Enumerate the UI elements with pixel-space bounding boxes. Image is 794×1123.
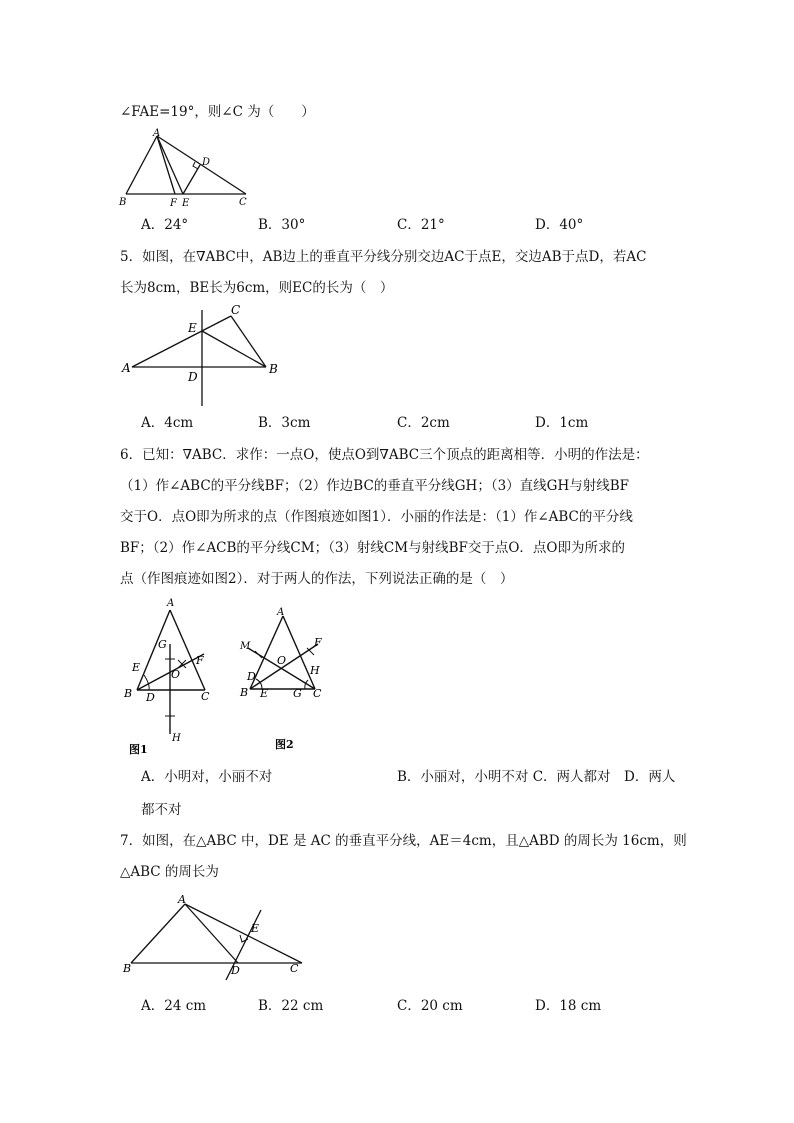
q7-stem-line2: △ABC 的周长为 bbox=[120, 864, 219, 880]
q5-option-b[interactable]: B．3cm bbox=[258, 415, 311, 431]
q4-label-C: C bbox=[239, 197, 247, 208]
q5-option-c[interactable]: C．2cm bbox=[397, 415, 450, 431]
fig2-label-C: C bbox=[313, 687, 322, 700]
fig1-arc-mark bbox=[144, 675, 149, 690]
q6-option-d-cont[interactable]: 都不对 bbox=[141, 802, 182, 818]
q7-side-AB bbox=[131, 904, 185, 963]
fig2-label-G: G bbox=[293, 687, 302, 700]
q7-label-D: D bbox=[231, 964, 240, 977]
q4-label-B: B bbox=[119, 197, 127, 208]
q6-stem-line2: （1）作∠ABC的平分线BF；（2）作边BC的垂直平分线GH；（3）直线GH与射线BF bbox=[120, 478, 630, 494]
q4-label-E: E bbox=[182, 198, 190, 209]
fig2-label-A: A bbox=[277, 607, 285, 618]
fig2-label-O: O bbox=[277, 654, 287, 667]
fig1-label-H: H bbox=[172, 733, 181, 744]
q5-option-a[interactable]: A．4cm bbox=[141, 415, 194, 431]
q6-figure-2 bbox=[236, 596, 336, 756]
q5-stem-line2: 长为8cm，BE长为6cm，则EC的长为（ ） bbox=[120, 280, 394, 296]
fig1-label-C: C bbox=[201, 690, 210, 703]
q7-figure bbox=[118, 892, 318, 987]
fig1-label-E: E bbox=[132, 661, 141, 674]
q4-segment-AF bbox=[157, 136, 175, 194]
fig1-label-A: A bbox=[167, 598, 175, 609]
q5-side-AC bbox=[132, 316, 231, 367]
fig2-label-D: D bbox=[247, 670, 256, 683]
fig1-label-F: F bbox=[196, 654, 204, 667]
q4-label-D: D bbox=[202, 157, 211, 168]
fig2-label-F: F bbox=[314, 636, 322, 649]
q7-label-B: B bbox=[123, 962, 132, 975]
q4-label-F: F bbox=[170, 198, 177, 209]
q4-stem: ∠FAE=19°，则∠C 为（ ） bbox=[120, 104, 315, 120]
q6-option-a[interactable]: A．小明对，小丽不对 bbox=[141, 769, 273, 785]
fig2-label-B: B bbox=[240, 686, 249, 699]
q5-label-C: C bbox=[231, 303, 241, 317]
q5-label-A: A bbox=[122, 361, 131, 375]
q5-segment-EB bbox=[202, 331, 266, 367]
fig1-label-B: B bbox=[124, 687, 133, 700]
q5-label-B: B bbox=[269, 362, 278, 376]
q4-right-angle-mark bbox=[193, 162, 198, 169]
q7-option-c[interactable]: C．20 cm bbox=[397, 998, 463, 1014]
q7-side-AC bbox=[185, 904, 302, 963]
q7-segment-AD bbox=[185, 904, 238, 963]
q5-label-D: D bbox=[188, 370, 198, 384]
fig2-tick-1 bbox=[255, 651, 262, 658]
q5-label-E: E bbox=[188, 321, 197, 335]
q7-label-C: C bbox=[290, 962, 299, 975]
q5-option-d[interactable]: D．1cm bbox=[535, 415, 589, 431]
q4-segment-ED bbox=[183, 165, 200, 194]
q7-label-A: A bbox=[178, 893, 186, 906]
fig2-caption: 图2 bbox=[275, 738, 294, 751]
q6-stem-line3: 交于O．点O即为所求的点（作图痕迹如图1）．小丽的作法是：（1）作∠ABC的平分线 bbox=[120, 509, 633, 525]
fig2-side-AC bbox=[283, 616, 315, 689]
q4-option-c[interactable]: C．21° bbox=[397, 217, 445, 233]
fig2-label-E: E bbox=[260, 687, 269, 700]
fig1-label-D: D bbox=[146, 691, 155, 704]
q5-figure bbox=[118, 300, 288, 410]
fig1-label-O: O bbox=[171, 668, 181, 681]
q7-option-d[interactable]: D．18 cm bbox=[535, 998, 602, 1014]
fig1-caption: 图1 bbox=[129, 743, 148, 756]
fig2-label-M: M bbox=[240, 641, 251, 652]
q6-stem-line1: 6．已知：∇ABC．求作：一点O，使点O到∇ABC三个顶点的距离相等．小明的作法是： bbox=[120, 447, 649, 463]
q5-side-CB bbox=[231, 316, 266, 367]
q4-option-b[interactable]: B．30° bbox=[258, 217, 306, 233]
q7-label-E: E bbox=[251, 922, 260, 935]
fig2-label-H: H bbox=[310, 664, 320, 677]
q6-option-bcd[interactable]: B．小丽对，小明不对 C．两人都对 D．两人 bbox=[397, 769, 676, 785]
q4-side-AB bbox=[126, 136, 157, 194]
q7-option-b[interactable]: B．22 cm bbox=[258, 998, 324, 1014]
q7-option-a[interactable]: A．24 cm bbox=[141, 998, 207, 1014]
q6-figure-1 bbox=[120, 596, 220, 756]
q4-label-A: A bbox=[153, 128, 161, 139]
q4-option-a[interactable]: A．24° bbox=[141, 217, 189, 233]
q7-stem-line1: 7．如图，在△ABC 中，DE 是 AC 的垂直平分线，AE＝4cm，且△ABD 的周长为 16cm，则 bbox=[120, 833, 687, 849]
q6-stem-line4: BF；（2）作∠ACB的平分线CM；（3）射线CM与射线BF交于点O．点O即为所求的 bbox=[120, 540, 626, 556]
q6-stem-line5: 点（作图痕迹如图2）．对于两人的作法，下列说法正确的是（ ） bbox=[120, 571, 514, 587]
q5-stem-line1: 5．如图，在∇ABC中，AB边上的垂直平分线分别交边AC于点E，交边AB于点D，若AC bbox=[120, 249, 647, 265]
fig1-label-G: G bbox=[158, 638, 167, 651]
q4-option-d[interactable]: D．40° bbox=[535, 217, 584, 233]
q4-figure bbox=[118, 128, 248, 208]
